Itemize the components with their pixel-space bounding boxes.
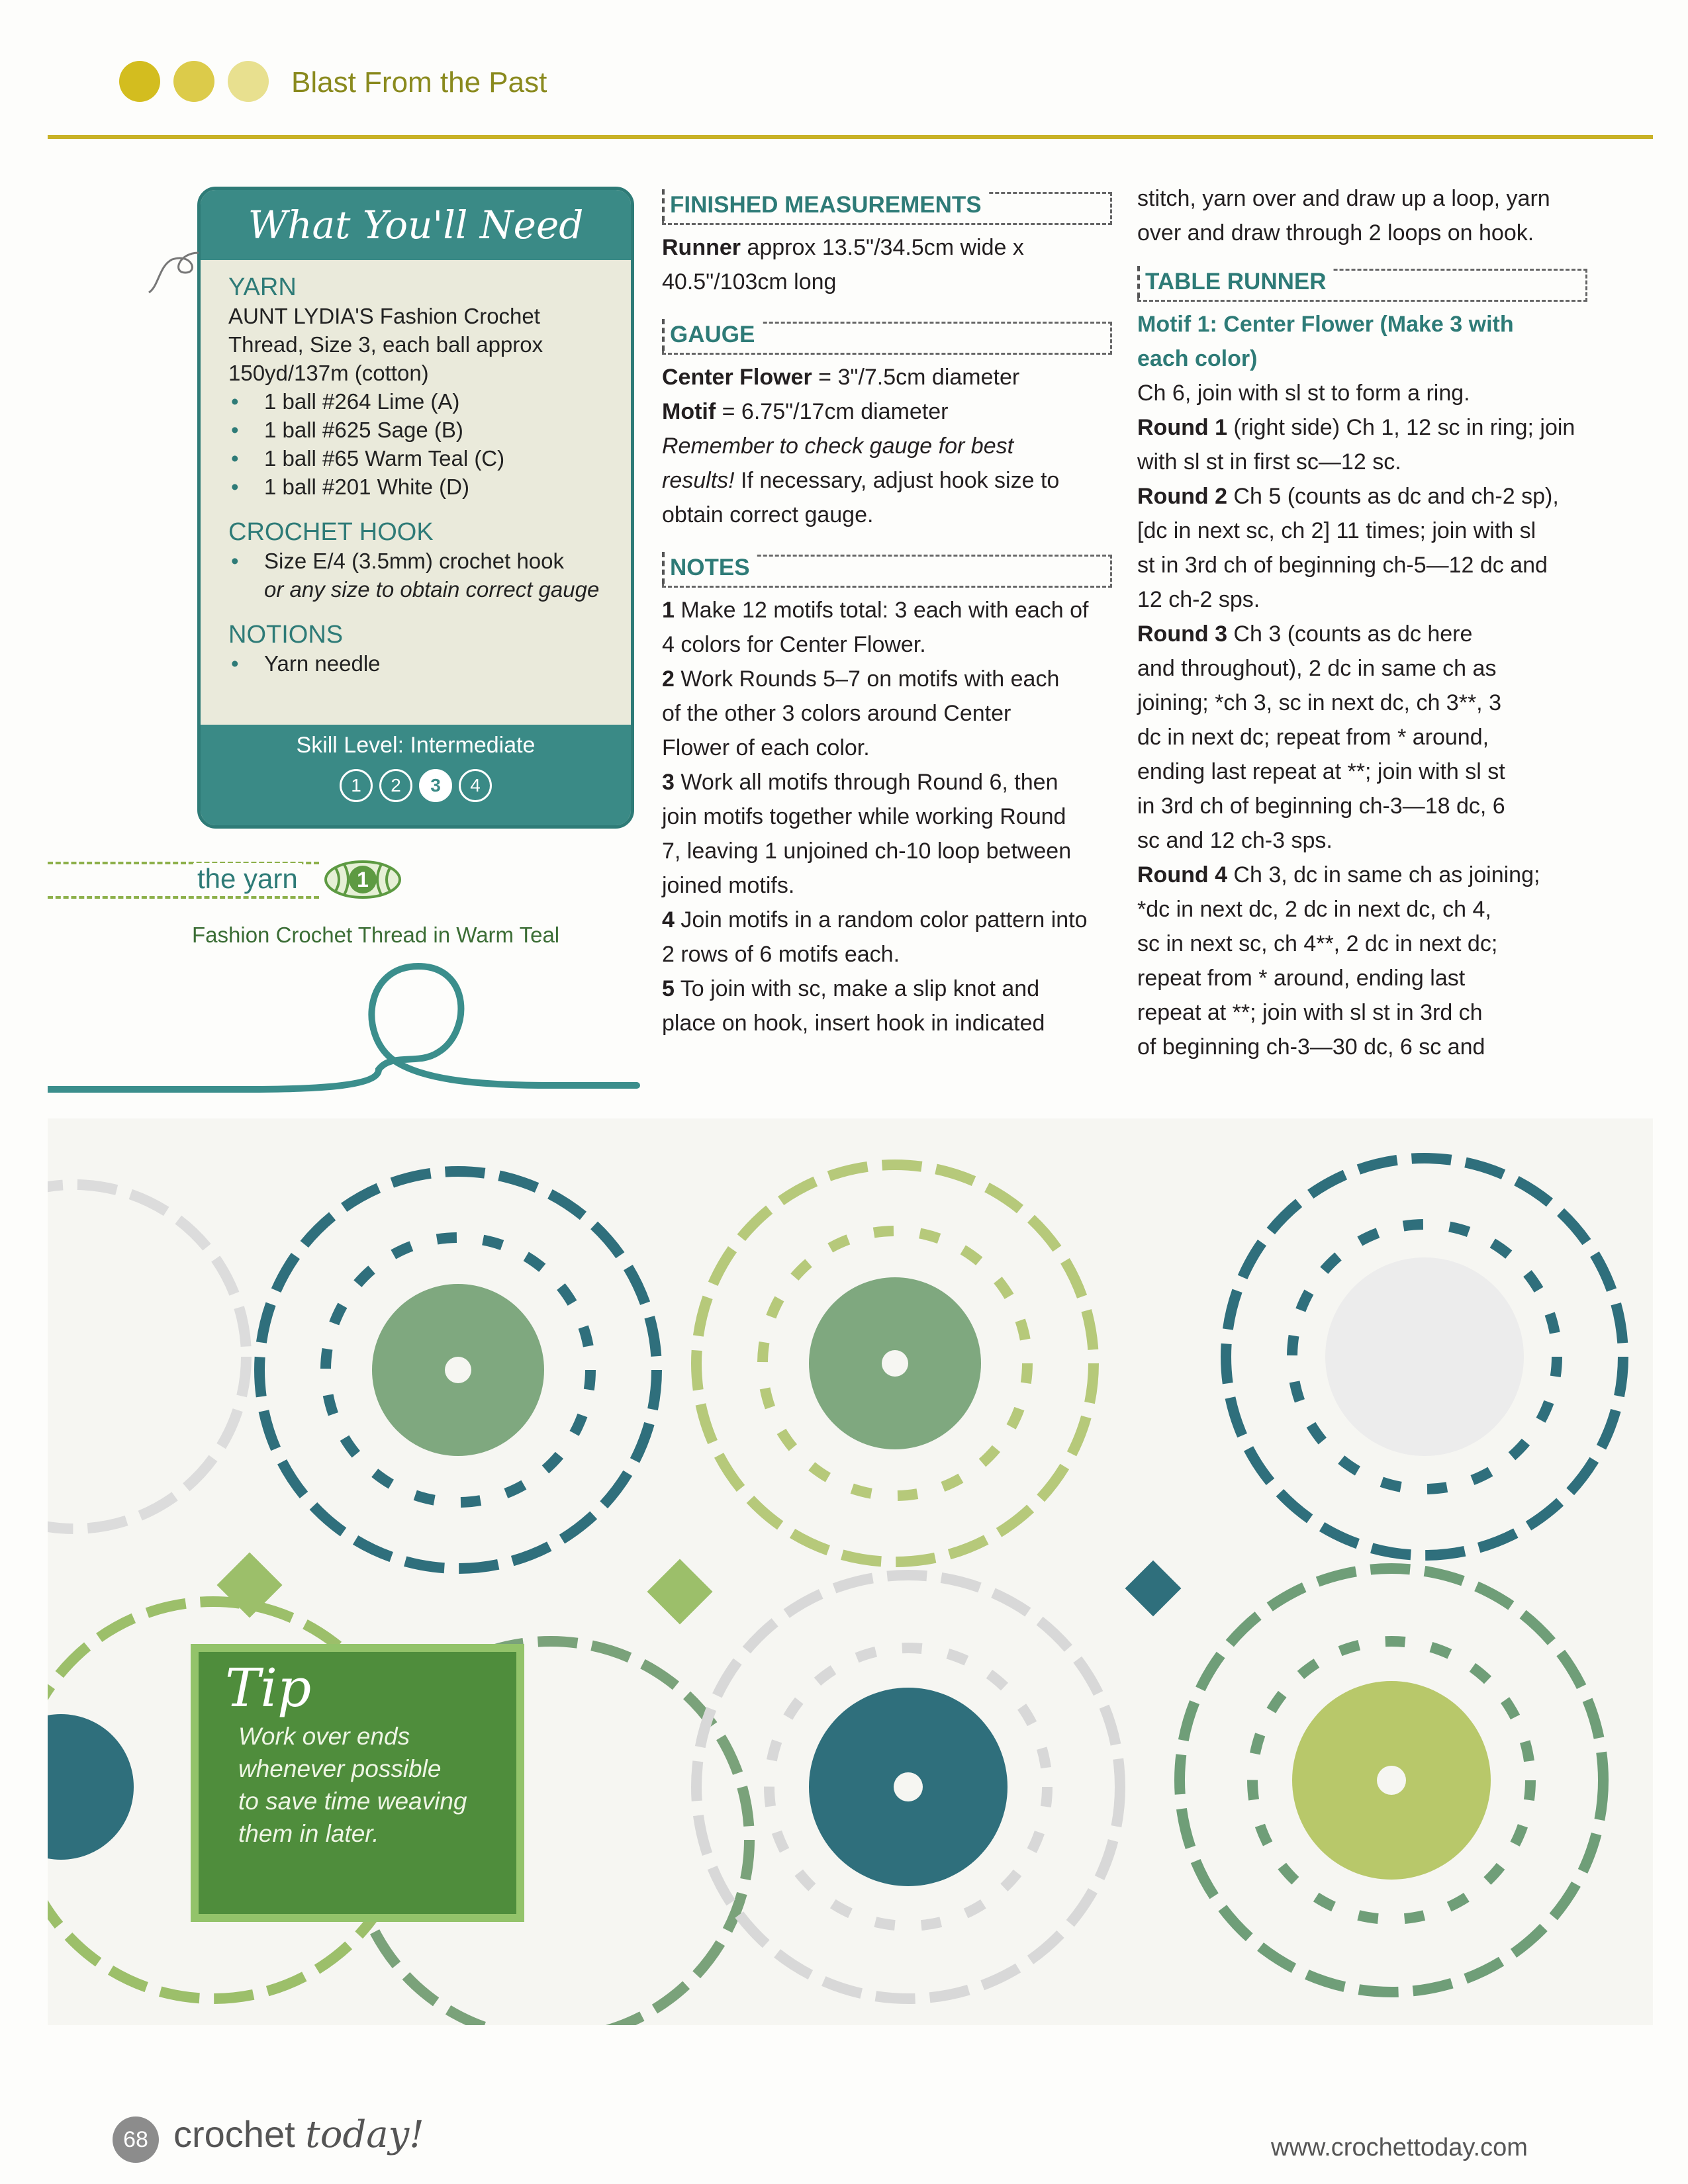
round-label: Round 4 <box>1137 862 1227 887</box>
round-text: Ch 5 (counts as dc and ch-2 sp), <box>1227 484 1559 509</box>
note-3 <box>662 765 1112 799</box>
yarn-weight-number: 1 <box>357 868 369 891</box>
heading-label: NOTES <box>662 552 757 584</box>
yarn-caption: Fashion Crochet Thread in Warm Teal <box>192 923 560 947</box>
center-flower-gauge <box>662 360 1112 394</box>
motif-term: Motif <box>662 399 716 424</box>
round-2-cont: 12 ch-2 sps. <box>1137 587 1260 612</box>
note-3-cont: 7, leaving 1 unjoined ch-10 loop between <box>662 839 1072 864</box>
brand-today: today! <box>305 2113 424 2156</box>
round-3-cont: dc in next dc; repeat from * around, <box>1137 725 1489 750</box>
gauge-results <box>662 463 1112 498</box>
note-4 <box>662 903 1112 937</box>
gauge-obtain: obtain correct gauge. <box>662 502 874 527</box>
center-flower-value: = 3"/7.5cm diameter <box>812 365 1020 390</box>
round-4-cont: sc in next sc, ch 4**, 2 dc in next dc; <box>1137 931 1498 956</box>
note-3-cont: joined motifs. <box>662 873 795 898</box>
note-5 <box>662 972 1112 1006</box>
note-number: 2 <box>662 666 675 692</box>
runner-line <box>662 230 1112 265</box>
header-rule <box>48 135 1653 139</box>
round-4-cont: repeat from * around, ending last <box>1137 966 1466 991</box>
note-text: Work all motifs through Round 6, then <box>674 770 1058 795</box>
runner-line-2: 40.5"/103cm long <box>662 269 837 295</box>
thread-curl-icon <box>146 246 205 299</box>
round-label: Round 3 <box>1137 621 1227 647</box>
gauge-remember: Remember to check gauge for best <box>662 433 1014 459</box>
finished-measurements-heading <box>662 189 1112 224</box>
column-3 <box>1137 181 1587 1064</box>
center-flower-term: Center Flower <box>662 365 812 390</box>
the-yarn-label: the yarn <box>193 863 302 895</box>
skill-level-1: 1 <box>340 769 373 802</box>
note-5-cont: place on hook, insert hook in indicated <box>662 1011 1045 1036</box>
motif-value: = 6.75"/17cm diameter <box>716 399 949 424</box>
teal-yarn-illustration <box>48 953 643 1105</box>
round-4-cont: repeat at **; join with sl st in 3rd ch <box>1137 1000 1483 1025</box>
note-number: 5 <box>662 976 675 1001</box>
table-runner-heading <box>1137 266 1587 300</box>
ch6-instruction: Ch 6, join with sl st to form a ring. <box>1137 381 1470 406</box>
motif-1-heading-cont: each color) <box>1137 346 1258 371</box>
tip-line: to save time weaving <box>238 1788 467 1815</box>
round-3-cont: in 3rd ch of beginning ch-3—18 dc, 6 <box>1137 794 1505 819</box>
magazine-brand <box>173 2113 424 2156</box>
round-label: Round 2 <box>1137 484 1227 509</box>
round-2 <box>1137 479 1587 514</box>
section-title: Blast From the Past <box>291 66 547 99</box>
tip-line: Work over ends <box>238 1723 410 1750</box>
hook-heading: CROCHET HOOK <box>228 518 434 546</box>
note-2-cont: of the other 3 colors around Center <box>662 701 1011 726</box>
tip-title: Tip <box>225 1657 312 1719</box>
continued-text: over and draw through 2 loops on hook. <box>1137 220 1534 246</box>
motif-gauge <box>662 394 1112 429</box>
note-2 <box>662 662 1112 696</box>
runner-term: Runner <box>662 235 741 260</box>
round-3-cont: joining; *ch 3, sc in next dc, ch 3**, 3 <box>1137 690 1501 715</box>
note-number: 3 <box>662 770 675 795</box>
round-1-cont: with sl st in first sc—12 sc. <box>1137 449 1401 475</box>
round-4 <box>1137 858 1587 892</box>
note-text: Work Rounds 5–7 on motifs with each <box>674 666 1060 692</box>
continued-text: stitch, yarn over and draw up a loop, yarn <box>1137 186 1550 211</box>
tip-box <box>191 1644 524 1922</box>
note-1 <box>662 593 1112 627</box>
round-2-cont: st in 3rd ch of beginning ch-5—12 dc and <box>1137 553 1548 578</box>
note-4-cont: 2 rows of 6 motifs each. <box>662 942 900 967</box>
heading-label: FINISHED MEASUREMENTS <box>662 189 988 221</box>
skill-level-indicator <box>201 769 631 802</box>
note-text: Make 12 motifs total: 3 each with each of <box>674 598 1089 623</box>
header-dot-2 <box>173 61 214 102</box>
round-4-cont: of beginning ch-3—30 dc, 6 sc and <box>1137 1034 1485 1060</box>
heading-label: TABLE RUNNER <box>1137 266 1333 298</box>
page-number: 68 <box>113 2116 159 2163</box>
note-3-cont: join motifs together while working Round <box>662 804 1066 829</box>
gauge-heading <box>662 319 1112 353</box>
results-text: If necessary, adjust hook size to <box>734 468 1060 493</box>
heading-label: GAUGE <box>662 319 761 351</box>
what-youll-need-box <box>197 187 634 829</box>
note-number: 4 <box>662 907 675 933</box>
website-url: www.crochettoday.com <box>1271 2134 1528 2161</box>
round-3-cont: sc and 12 ch-3 sps. <box>1137 828 1333 853</box>
notions-heading: NOTIONS <box>228 621 344 649</box>
yarn-text-2: Thread, Size 3, each ball approx <box>228 332 543 357</box>
round-4-cont: *dc in next dc, 2 dc in next dc, ch 4, <box>1137 897 1491 922</box>
tip-line: them in later. <box>238 1820 379 1847</box>
header-dot-3 <box>228 61 269 102</box>
round-label: Round 1 <box>1137 415 1227 440</box>
yarn-text-1: AUNT LYDIA'S Fashion Crochet <box>228 304 540 328</box>
skill-level-label: Skill Level: Intermediate <box>296 733 536 758</box>
skill-level-bar <box>201 725 631 825</box>
note-number: 1 <box>662 598 675 623</box>
yarn-item: • 1 ball #264 Lime (A) <box>228 387 631 416</box>
round-2-cont: [dc in next sc, ch 2] 11 times; join with sl <box>1137 518 1536 543</box>
round-3-cont: and throughout), 2 dc in same ch as <box>1137 656 1497 681</box>
results-italic: results! <box>662 468 735 493</box>
yarn-heading: YARN <box>228 273 297 301</box>
skill-level-2: 2 <box>379 769 412 802</box>
yarn-item: • 1 ball #625 Sage (B) <box>228 416 631 444</box>
yarn-weight-icon <box>323 859 402 900</box>
note-text: Join motifs in a random color pattern into <box>674 907 1088 933</box>
notions-item: • Yarn needle <box>228 649 631 678</box>
round-3 <box>1137 617 1587 651</box>
motif-1-heading: Motif 1: Center Flower (Make 3 with <box>1137 312 1514 337</box>
round-text: Ch 3 (counts as dc here <box>1227 621 1473 647</box>
round-text: Ch 3, dc in same ch as joining; <box>1227 862 1540 887</box>
brand-crochet: crochet <box>173 2113 306 2155</box>
tip-line: whenever possible <box>238 1755 442 1782</box>
notes-heading <box>662 552 1112 586</box>
runner-value: approx 13.5"/34.5cm wide x <box>741 235 1024 260</box>
hook-item: • Size E/4 (3.5mm) crochet hook <box>228 547 631 575</box>
skill-level-3: 3 <box>419 769 452 802</box>
hook-note: or any size to obtain correct gauge <box>264 577 600 602</box>
need-body <box>201 260 631 678</box>
need-title: What You'll Need <box>201 190 631 260</box>
note-text: To join with sc, make a slip knot and <box>674 976 1040 1001</box>
yarn-dash-bottom <box>48 896 319 899</box>
column-2 <box>662 189 1112 1040</box>
yarn-item: • 1 ball #201 White (D) <box>228 473 631 501</box>
round-text: (right side) Ch 1, 12 sc in ring; join <box>1227 415 1575 440</box>
round-1 <box>1137 410 1587 445</box>
note-2-cont: Flower of each color. <box>662 735 870 760</box>
yarn-text-3: 150yd/137m (cotton) <box>228 361 429 385</box>
skill-level-4: 4 <box>459 769 492 802</box>
header-dot-1 <box>119 61 160 102</box>
yarn-item: • 1 ball #65 Warm Teal (C) <box>228 444 631 473</box>
round-3-cont: ending last repeat at **; join with sl st <box>1137 759 1505 784</box>
note-1-cont: 4 colors for Center Flower. <box>662 632 926 657</box>
